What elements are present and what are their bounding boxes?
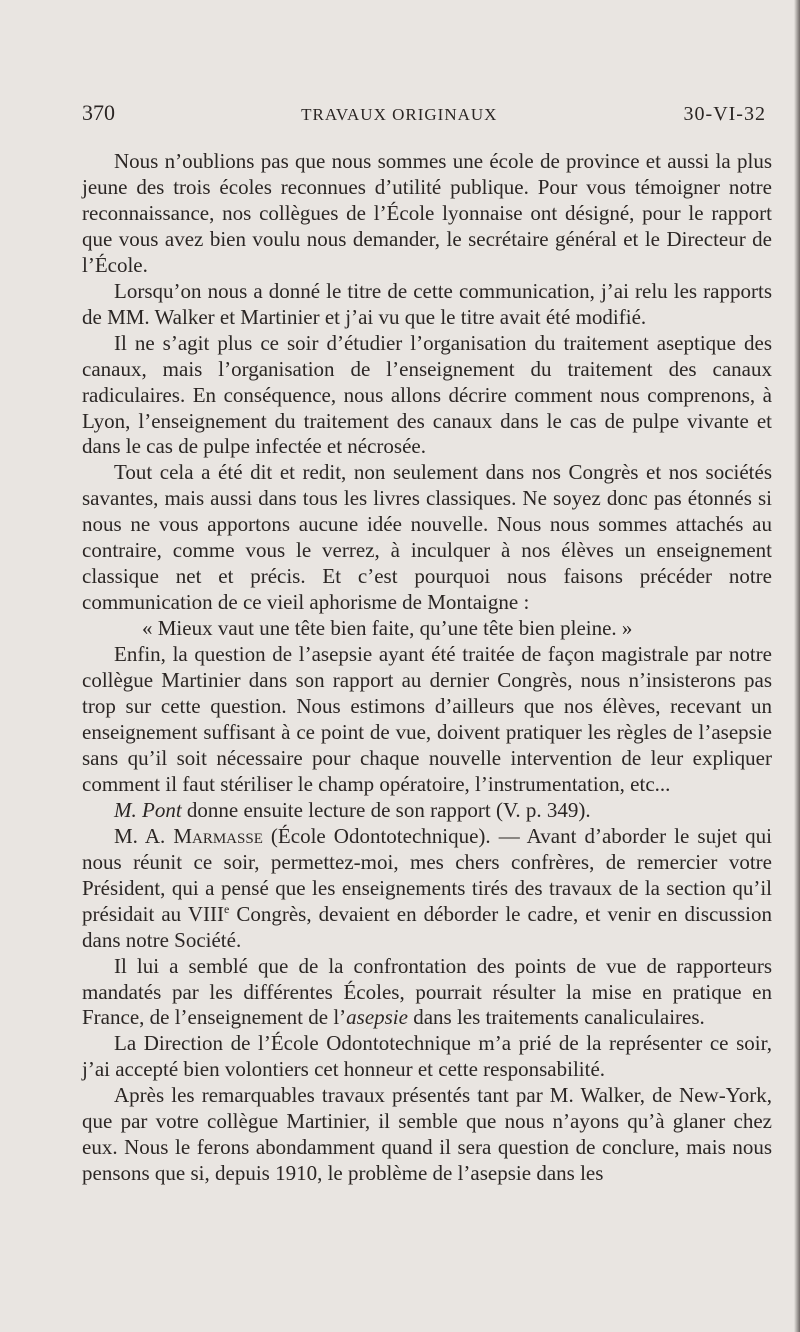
paragraph	[82, 954, 772, 1032]
paragraph: Enfin, la question de l’asepsie ayant été traitée de façon magistrale par notre collègue Martinier dans son rapport au dernier Congrès, nous n’insisterons pas trop sur cette question. Nous estimons d’ailleurs que nos élèves, recevant un enseignement suffisant à ce point de vue, doivent pratiquer les règles de l’asepsie sans qu’il soit nécessaire pour chaque nouvelle intervention de leur expliquer comment il faut stériliser le champ opératoire, l’instrumentation, etc...	[82, 642, 772, 796]
paragraph-text: Il lui a semblé que de la confrontation des points de vue de rapporteurs mandatés par les différentes Écoles, pourrait résulter la mise en pratique en France, de l’enseignement de l’	[82, 953, 772, 1030]
paragraph: La Direction de l’École Odontotechnique m’a prié de la représenter ce soir, j’ai accepté bien volontiers cet honneur et cette responsabilité.	[82, 1031, 772, 1082]
paragraph: Il ne s’agit plus ce soir d’étudier l’organisation du traitement aseptique des canaux, mais l’organisation de l’enseignement du traitement des canaux radiculaires. En conséquence, nous allons décrire comment nous comprenons, à Lyon, l’enseignement du traitement des canaux dans le cas de pulpe vivante et dans le cas de pulpe infectée et nécrosée.	[82, 330, 772, 459]
paragraph-text: (École Odontotechnique). — Avant d’aborder le sujet qui nous réunit ce soir, permettez-moi, mes chers confrères, de remercier votre Président, qui a pensé que les enseignements tirés des travaux de la section qu’il présidait au VIII	[82, 823, 772, 926]
body-text	[82, 149, 772, 1187]
speaker-name: Marmasse	[173, 823, 263, 848]
paragraph-text: dans les traitements canaliculaires.	[407, 1005, 705, 1030]
speaker-name: M. Pont	[114, 797, 182, 822]
ordinal-superscript: e	[223, 901, 230, 916]
issue-date: 30-VI-32	[683, 103, 766, 125]
paragraph: Nous n’oublions pas que nous sommes une école de province et aussi la plus jeune des trois écoles reconnues d’utilité publique. Pour vous témoigner notre reconnaissance, nos collègues de l’École lyonnaise ont désigné, pour le rapport que vous avez bien voulu nous demander, le secrétaire général et le Directeur de l’École.	[82, 149, 772, 277]
speaker-prefix: M. A.	[114, 823, 174, 848]
paragraph: Après les remarquables travaux présentés tant par M. Walker, de New-York, que par votre collègue Martinier, il semble que nous n’ayons qu’à glaner chez eux. Nous le ferons abondamment quand il sera question de conclure, mais nous pensons que si, depuis 1910, le problème de l’asepsie dans les	[82, 1083, 772, 1186]
paragraph-text: Congrès, devaient en déborder le cadre, et venir en discussion dans notre Société.	[82, 901, 772, 952]
page-number: 370	[82, 100, 115, 125]
page-edge-shadow	[794, 0, 800, 1332]
emphasis: asepsie	[346, 1005, 408, 1030]
montaigne-quote: « Mieux vaut une tête bien faite, qu’une tête bien pleine. »	[142, 616, 633, 641]
running-title: TRAVAUX ORIGINAUX	[301, 105, 498, 124]
paragraph	[82, 798, 772, 824]
paragraph-text: donne ensuite lecture de son rapport (V. p. 349).	[181, 797, 591, 822]
paragraph: Lorsqu’on nous a donné le titre de cette communication, j’ai relu les rapports de MM. Walker et Martinier et j’ai vu que le titre avait été modifié.	[82, 278, 772, 329]
running-header	[82, 100, 766, 130]
paragraph: Tout cela a été dit et redit, non seulement dans nos Congrès et nos sociétés savantes, mais aussi dans tous les livres classiques. Ne soyez donc pas étonnés si nous ne vous apportons aucune idée nouvelle. Nous nous sommes attachés au contraire, comme vous le verrez, à inculquer à nos élèves un enseignement classique net et précis. Et c’est pourquoi nous faisons précéder notre communication de ce vieil aphorisme de Montaigne :	[82, 460, 772, 615]
paragraph	[82, 824, 772, 954]
